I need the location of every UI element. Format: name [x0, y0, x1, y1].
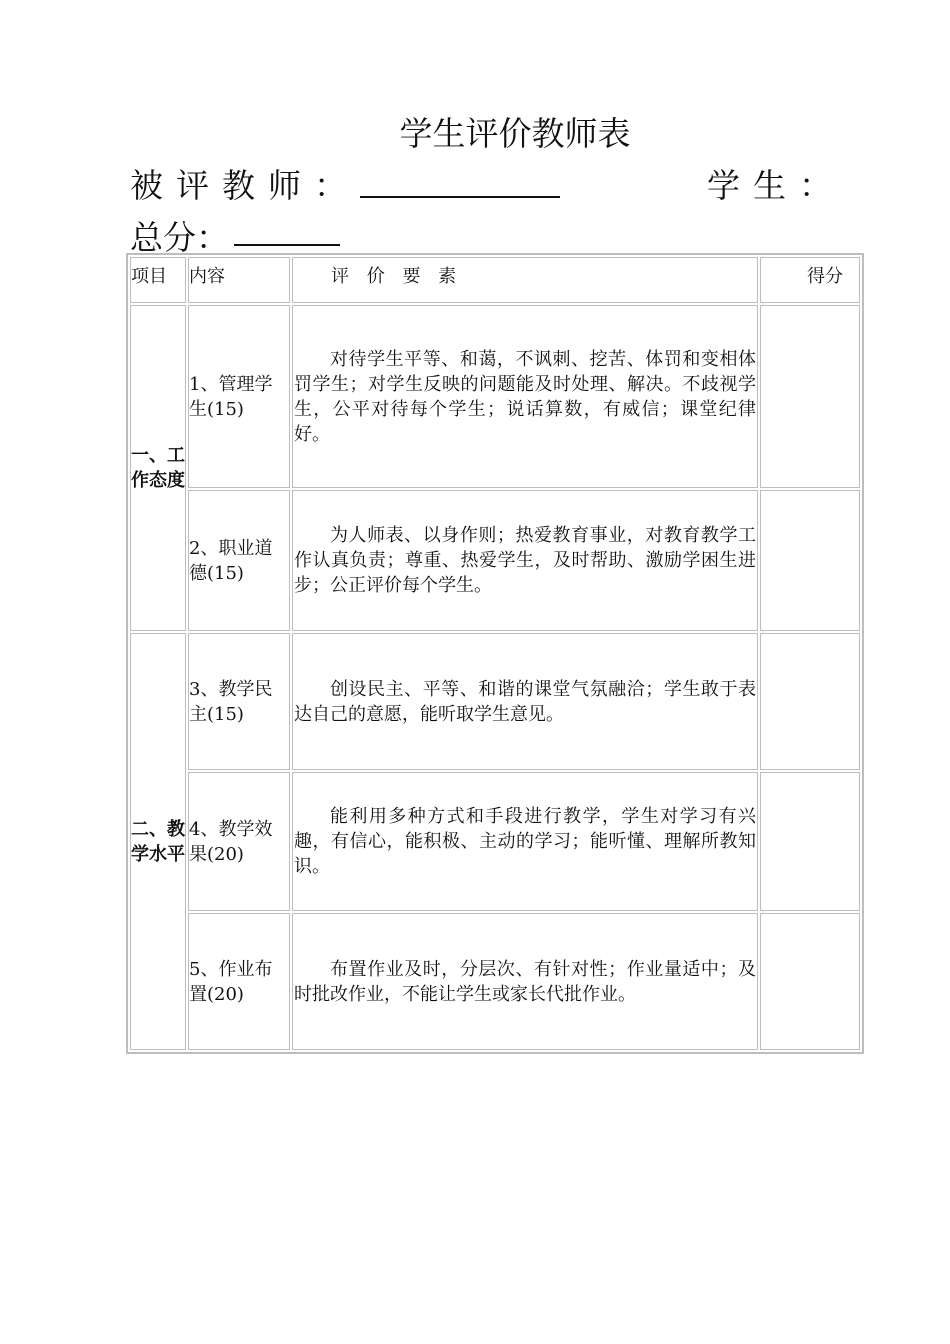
item-content: 1、管理学生(15) — [188, 305, 290, 488]
item-criteria: 对待学生平等、和蔼，不讽刺、挖苦、体罚和变相体罚学生；对学生反映的问题能及时处理、解决。不歧视学生，公平对待每个学生；说话算数，有威信；课堂纪律好。 — [292, 305, 758, 488]
total-label: 总分： — [130, 218, 229, 257]
student-label: 学生： — [707, 166, 845, 205]
header-content: 内容 — [188, 257, 290, 303]
header-criteria: 评 价 要 素 — [292, 257, 758, 303]
table-row — [130, 772, 860, 911]
teacher-label: 被评教师： — [130, 166, 360, 205]
item-criteria: 为人师表、以身作则；热爱教育事业，对教育教学工作认真负责；尊重、热爱学生，及时帮助、激励学困生进步；公正评价每个学生。 — [292, 490, 758, 631]
item-content: 2、职业道德(15) — [188, 490, 290, 631]
score-cell[interactable] — [760, 633, 860, 770]
table-row — [130, 490, 860, 631]
score-cell[interactable] — [760, 490, 860, 631]
total-score-line — [130, 212, 229, 256]
score-cell[interactable] — [760, 772, 860, 911]
item-criteria: 能利用多种方式和手段进行教学，学生对学习有兴趣，有信心，能积极、主动的学习；能听懂、理解所教知识。 — [292, 772, 758, 911]
table-row — [130, 633, 860, 770]
teacher-student-line — [130, 160, 845, 204]
category-work-attitude: 一、工作态度 — [130, 305, 186, 631]
score-cell[interactable] — [760, 913, 860, 1050]
item-criteria: 布置作业及时，分层次、有针对性；作业量适中；及时批改作业，不能让学生或家长代批作业。 — [292, 913, 758, 1050]
total-score-blank[interactable] — [234, 244, 340, 246]
header-project: 项目 — [130, 257, 186, 303]
table-row — [130, 305, 860, 488]
score-cell[interactable] — [760, 305, 860, 488]
item-criteria: 创设民主、平等、和谐的课堂气氛融洽；学生敢于表达自己的意愿，能听取学生意见。 — [292, 633, 758, 770]
teacher-name-blank[interactable] — [360, 196, 560, 198]
evaluation-table — [126, 253, 864, 1054]
table-row — [130, 913, 860, 1050]
item-content: 3、教学民主(15) — [188, 633, 290, 770]
item-content: 5、作业布置(20) — [188, 913, 290, 1050]
header-score: 得分 — [760, 257, 860, 303]
category-teaching-level: 二、教学水平 — [130, 633, 186, 1050]
item-content: 4、教学效果(20) — [188, 772, 290, 911]
table-header-row — [130, 257, 860, 303]
page-title: 学生评价教师表 — [399, 114, 631, 153]
